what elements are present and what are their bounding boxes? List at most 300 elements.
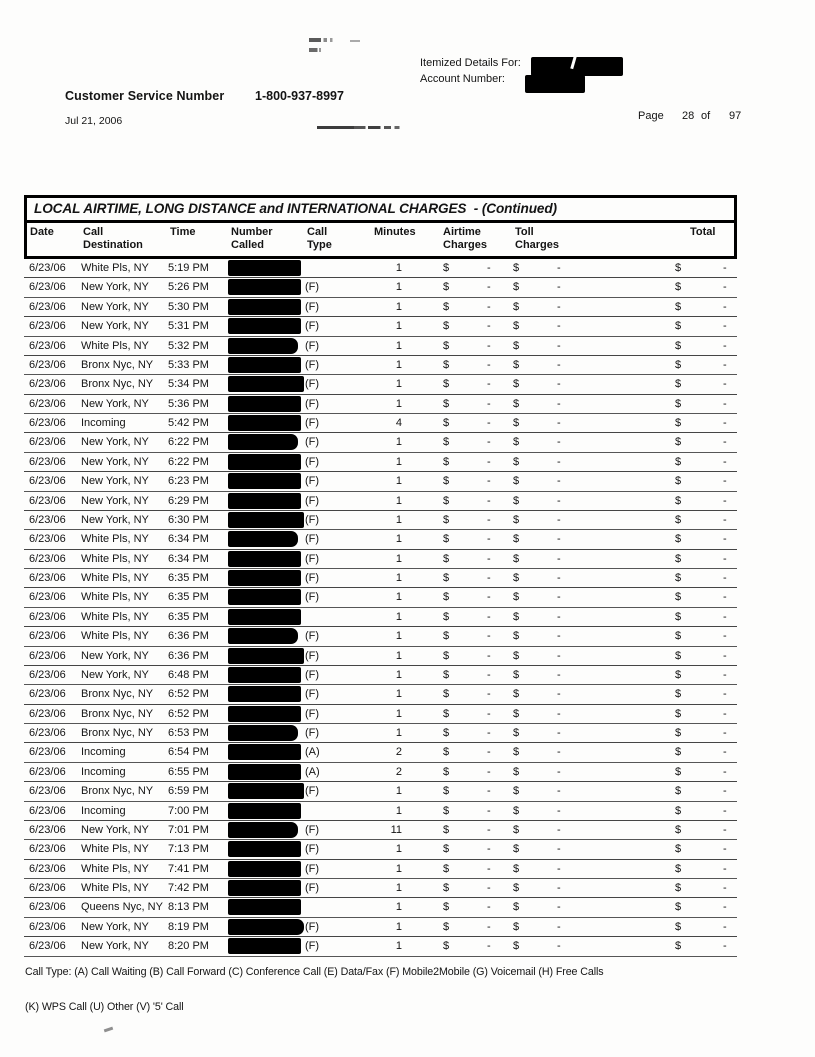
call-minutes: 11 [390, 823, 402, 836]
total-amount: - [723, 417, 727, 429]
call-time: 6:22 PM [168, 455, 209, 468]
toll-currency-symbol: $ [513, 746, 520, 759]
total-currency-symbol: $ [675, 397, 682, 410]
call-time: 6:36 PM [168, 630, 209, 643]
total-amount: - [723, 688, 727, 701]
call-type: (F) [305, 320, 320, 333]
total-currency-symbol: $ [675, 920, 682, 933]
call-record-row [24, 588, 737, 607]
call-time: 8:19 PM [168, 920, 209, 933]
redacted-number-called [228, 396, 301, 412]
call-time: 6:35 PM [168, 591, 209, 604]
call-destination: New York, NY [81, 320, 149, 333]
airtime-amount: - [487, 785, 491, 798]
call-record-row [24, 898, 737, 917]
toll-currency-symbol: $ [513, 436, 520, 449]
call-minutes: 1 [395, 494, 402, 507]
redacted-number-called [228, 609, 301, 625]
call-record-row [24, 511, 737, 530]
call-minutes: 1 [395, 901, 402, 914]
call-minutes: 1 [395, 339, 402, 352]
total-amount: - [723, 320, 727, 333]
redacted-number-called [228, 783, 304, 799]
airtime-currency-symbol: $ [443, 300, 450, 313]
table-header-row [24, 223, 737, 259]
toll-amount: - [557, 417, 561, 429]
scan-smudge [350, 40, 360, 42]
call-time: 6:55 PM [168, 765, 209, 778]
toll-amount: - [557, 649, 561, 662]
total-amount: - [723, 649, 727, 662]
total-currency-symbol: $ [675, 281, 682, 294]
redacted-number-called [228, 764, 301, 780]
airtime-currency-symbol: $ [443, 727, 450, 739]
airtime-amount: - [487, 882, 491, 894]
toll-currency-symbol: $ [513, 417, 520, 429]
total-currency-symbol: $ [675, 533, 682, 546]
call-time: 6:54 PM [168, 746, 209, 759]
call-record-row [24, 337, 737, 356]
call-type-legend-line1: Call Type: (A) Call Waiting (B) Call Forward (C) Conference Call (E) Data/Fax (F) Mobile2Mobile (G) Voicemail (H) Free Calls [25, 966, 604, 978]
call-record-row [24, 298, 737, 317]
total-amount: - [723, 785, 727, 798]
call-date: 6/23/06 [29, 572, 66, 584]
call-type-legend-line2: (K) WPS Call (U) Other (V) '5' Call [25, 1001, 184, 1013]
toll-amount: - [557, 823, 561, 836]
toll-currency-symbol: $ [513, 552, 520, 565]
call-record-row [24, 608, 737, 627]
redacted-number-called [228, 279, 301, 295]
call-date: 6/23/06 [29, 378, 66, 391]
call-destination: Incoming [81, 417, 126, 429]
call-time: 5:42 PM [168, 417, 209, 429]
toll-currency-symbol: $ [513, 358, 520, 371]
page-label: Page [638, 110, 664, 122]
call-date: 6/23/06 [29, 843, 66, 856]
redacted-number-called [228, 880, 301, 896]
call-record-row [24, 530, 737, 549]
account-number-label: Account Number: [420, 73, 505, 85]
airtime-currency-symbol: $ [443, 436, 450, 449]
total-amount: - [723, 746, 727, 759]
call-record-row [24, 569, 737, 588]
call-destination: New York, NY [81, 513, 149, 526]
call-minutes: 1 [395, 533, 402, 546]
call-time: 5:19 PM [168, 262, 209, 274]
airtime-amount: - [487, 572, 491, 584]
toll-currency-symbol: $ [513, 649, 520, 662]
call-date: 6/23/06 [29, 649, 66, 662]
total-amount: - [723, 533, 727, 546]
call-minutes: 1 [395, 920, 402, 933]
airtime-amount: - [487, 533, 491, 546]
customer-service-label: Customer Service Number [65, 89, 225, 103]
call-minutes: 1 [395, 475, 402, 488]
toll-currency-symbol: $ [513, 901, 520, 914]
scan-smudge [104, 1027, 113, 1033]
total-amount: - [723, 823, 727, 836]
call-time: 7:42 PM [168, 882, 209, 894]
call-date: 6/23/06 [29, 591, 66, 604]
airtime-amount: - [487, 552, 491, 565]
call-destination: New York, NY [81, 436, 149, 449]
call-record-row [24, 414, 737, 433]
call-destination: New York, NY [81, 455, 149, 468]
toll-currency-symbol: $ [513, 455, 520, 468]
call-record-row [24, 705, 737, 724]
call-type: (F) [305, 455, 320, 468]
call-type: (F) [305, 823, 320, 836]
total-currency-symbol: $ [675, 262, 682, 274]
call-time: 6:48 PM [168, 668, 209, 681]
airtime-amount: - [487, 746, 491, 759]
call-destination: New York, NY [81, 475, 149, 488]
airtime-amount: - [487, 765, 491, 778]
call-time: 6:53 PM [168, 727, 209, 739]
toll-amount: - [557, 765, 561, 778]
total-currency-symbol: $ [675, 494, 682, 507]
redacted-number-called [228, 338, 298, 354]
airtime-currency-symbol: $ [443, 552, 450, 565]
toll-amount: - [557, 320, 561, 333]
toll-amount: - [557, 862, 561, 875]
total-amount: - [723, 610, 727, 623]
call-destination: Incoming [81, 804, 126, 817]
airtime-amount: - [487, 591, 491, 604]
call-date: 6/23/06 [29, 417, 66, 429]
toll-amount: - [557, 475, 561, 488]
total-currency-symbol: $ [675, 727, 682, 739]
call-minutes: 1 [395, 862, 402, 875]
call-date: 6/23/06 [29, 765, 66, 778]
total-currency-symbol: $ [675, 436, 682, 449]
col-header-date: Date [30, 226, 54, 238]
total-currency-symbol: $ [675, 572, 682, 584]
airtime-currency-symbol: $ [443, 823, 450, 836]
airtime-amount: - [487, 707, 491, 720]
toll-currency-symbol: $ [513, 668, 520, 681]
redacted-number-called [228, 493, 301, 509]
call-type: (F) [305, 281, 320, 294]
airtime-currency-symbol: $ [443, 378, 450, 391]
call-time: 5:33 PM [168, 358, 209, 371]
call-destination: White Pls, NY [81, 591, 149, 604]
toll-currency-symbol: $ [513, 804, 520, 817]
call-date: 6/23/06 [29, 339, 66, 352]
call-minutes: 1 [395, 668, 402, 681]
call-time: 6:30 PM [168, 513, 209, 526]
redacted-number-called [228, 357, 301, 373]
toll-amount: - [557, 378, 561, 391]
airtime-amount: - [487, 843, 491, 856]
call-record-row [24, 782, 737, 801]
call-record-row [24, 724, 737, 743]
total-amount: - [723, 765, 727, 778]
call-date: 6/23/06 [29, 727, 66, 739]
call-time: 6:36 PM [168, 649, 209, 662]
total-currency-symbol: $ [675, 649, 682, 662]
toll-currency-symbol: $ [513, 475, 520, 488]
call-time: 5:26 PM [168, 281, 209, 294]
toll-currency-symbol: $ [513, 707, 520, 720]
total-currency-symbol: $ [675, 688, 682, 701]
call-destination: Incoming [81, 765, 126, 778]
call-record-row [24, 278, 737, 297]
total-currency-symbol: $ [675, 765, 682, 778]
airtime-currency-symbol: $ [443, 882, 450, 894]
toll-amount: - [557, 630, 561, 643]
call-destination: White Pls, NY [81, 339, 149, 352]
call-destination: Bronx Nyc, NY [81, 688, 154, 701]
toll-amount: - [557, 920, 561, 933]
call-record-row [24, 492, 737, 511]
call-date: 6/23/06 [29, 785, 66, 798]
redacted-number-called [228, 667, 301, 683]
call-time: 6:34 PM [168, 533, 209, 546]
call-type: (F) [305, 475, 320, 488]
col-header-toll-charges: Toll Charges [515, 226, 560, 251]
redacted-number-called [228, 551, 301, 567]
redacted-number-called [228, 512, 304, 528]
airtime-amount: - [487, 727, 491, 739]
total-currency-symbol: $ [675, 823, 682, 836]
toll-currency-symbol: $ [513, 397, 520, 410]
airtime-currency-symbol: $ [443, 339, 450, 352]
total-currency-symbol: $ [675, 630, 682, 643]
redacted-number-called [228, 744, 301, 760]
call-record-row [24, 840, 737, 859]
airtime-currency-symbol: $ [443, 358, 450, 371]
call-date: 6/23/06 [29, 882, 66, 894]
airtime-amount: - [487, 320, 491, 333]
scan-ink-line [317, 126, 405, 129]
call-type: (F) [305, 417, 320, 429]
redacted-number-called [228, 570, 301, 586]
call-date: 6/23/06 [29, 397, 66, 410]
call-date: 6/23/06 [29, 455, 66, 468]
redacted-number-called [228, 260, 301, 276]
toll-amount: - [557, 610, 561, 623]
call-type: (A) [305, 765, 320, 778]
total-currency-symbol: $ [675, 591, 682, 604]
call-record-row [24, 433, 737, 452]
airtime-currency-symbol: $ [443, 804, 450, 817]
call-record-row [24, 395, 737, 414]
page-current: 28 [682, 110, 695, 122]
airtime-currency-symbol: $ [443, 630, 450, 643]
airtime-currency-symbol: $ [443, 591, 450, 604]
airtime-amount: - [487, 630, 491, 643]
call-minutes: 1 [395, 940, 402, 953]
toll-amount: - [557, 513, 561, 526]
call-date: 6/23/06 [29, 940, 66, 953]
call-minutes: 1 [395, 358, 402, 371]
call-record-row [24, 743, 737, 762]
toll-currency-symbol: $ [513, 727, 520, 739]
total-currency-symbol: $ [675, 378, 682, 391]
total-amount: - [723, 513, 727, 526]
call-record-row [24, 879, 737, 898]
call-type: (F) [305, 843, 320, 856]
airtime-currency-symbol: $ [443, 765, 450, 778]
airtime-amount: - [487, 688, 491, 701]
call-destination: Bronx Nyc, NY [81, 378, 154, 391]
col-header-minutes: Minutes [374, 226, 416, 238]
call-record-row [24, 356, 737, 375]
toll-amount: - [557, 591, 561, 604]
call-destination: White Pls, NY [81, 610, 149, 623]
airtime-amount: - [487, 804, 491, 817]
call-destination: Bronx Nyc, NY [81, 358, 154, 371]
airtime-currency-symbol: $ [443, 707, 450, 720]
call-record-row [24, 550, 737, 569]
total-currency-symbol: $ [675, 940, 682, 953]
toll-currency-symbol: $ [513, 572, 520, 584]
call-minutes: 1 [395, 688, 402, 701]
call-date: 6/23/06 [29, 707, 66, 720]
airtime-amount: - [487, 610, 491, 623]
call-date: 6/23/06 [29, 688, 66, 701]
total-currency-symbol: $ [675, 339, 682, 352]
total-amount: - [723, 727, 727, 739]
toll-currency-symbol: $ [513, 940, 520, 953]
airtime-currency-symbol: $ [443, 920, 450, 933]
call-date: 6/23/06 [29, 610, 66, 623]
redacted-customer-name [531, 57, 623, 76]
airtime-currency-symbol: $ [443, 649, 450, 662]
toll-amount: - [557, 455, 561, 468]
call-minutes: 1 [395, 300, 402, 313]
airtime-currency-symbol: $ [443, 746, 450, 759]
toll-currency-symbol: $ [513, 339, 520, 352]
redacted-number-called [228, 648, 304, 664]
call-minutes: 1 [395, 436, 402, 449]
call-record-row [24, 375, 737, 394]
total-amount: - [723, 378, 727, 391]
airtime-currency-symbol: $ [443, 494, 450, 507]
call-minutes: 1 [395, 262, 402, 274]
toll-amount: - [557, 746, 561, 759]
call-type: (F) [305, 494, 320, 507]
airtime-amount: - [487, 281, 491, 294]
airtime-amount: - [487, 940, 491, 953]
toll-currency-symbol: $ [513, 610, 520, 623]
call-minutes: 1 [395, 397, 402, 410]
call-record-row [24, 666, 737, 685]
call-date: 6/23/06 [29, 552, 66, 565]
call-minutes: 1 [395, 630, 402, 643]
toll-amount: - [557, 397, 561, 410]
toll-amount: - [557, 785, 561, 798]
call-time: 6:34 PM [168, 552, 209, 565]
airtime-currency-symbol: $ [443, 262, 450, 274]
call-time: 8:13 PM [168, 901, 209, 914]
total-currency-symbol: $ [675, 901, 682, 914]
call-date: 6/23/06 [29, 320, 66, 333]
toll-currency-symbol: $ [513, 882, 520, 894]
call-date: 6/23/06 [29, 823, 66, 836]
call-type: (F) [305, 920, 320, 933]
call-date: 6/23/06 [29, 862, 66, 875]
redacted-number-called [228, 415, 301, 431]
total-amount: - [723, 843, 727, 856]
toll-currency-symbol: $ [513, 765, 520, 778]
total-currency-symbol: $ [675, 668, 682, 681]
airtime-amount: - [487, 300, 491, 313]
table-title: LOCAL AIRTIME, LONG DISTANCE and INTERNATIONAL CHARGES - (Continued) [24, 195, 737, 223]
toll-amount: - [557, 436, 561, 449]
toll-currency-symbol: $ [513, 862, 520, 875]
call-type: (F) [305, 882, 320, 894]
call-type: (F) [305, 378, 320, 391]
call-destination: Bronx Nyc, NY [81, 727, 154, 739]
call-type: (F) [305, 940, 320, 953]
call-date: 6/23/06 [29, 630, 66, 643]
table-rows [24, 259, 737, 957]
scan-smudge [309, 38, 339, 42]
call-destination: New York, NY [81, 281, 149, 294]
call-type: (F) [305, 668, 320, 681]
call-type: (F) [305, 436, 320, 449]
redacted-account-number [525, 75, 585, 93]
call-destination: Queens Nyc, NY [81, 901, 163, 914]
toll-currency-symbol: $ [513, 300, 520, 313]
airtime-amount: - [487, 417, 491, 429]
call-type: (F) [305, 688, 320, 701]
redacted-number-called [228, 376, 304, 392]
call-record-row [24, 937, 737, 956]
call-minutes: 2 [395, 746, 402, 759]
call-record-row [24, 259, 737, 278]
total-amount: - [723, 882, 727, 894]
redacted-number-called [228, 454, 301, 470]
total-amount: - [723, 262, 727, 274]
total-currency-symbol: $ [675, 552, 682, 565]
total-currency-symbol: $ [675, 804, 682, 817]
call-destination: Bronx Nyc, NY [81, 707, 154, 720]
total-currency-symbol: $ [675, 300, 682, 313]
call-type: (F) [305, 630, 320, 643]
call-type: (F) [305, 533, 320, 546]
toll-amount: - [557, 339, 561, 352]
call-time: 5:30 PM [168, 300, 209, 313]
col-header-call-type: Call Type [307, 226, 332, 251]
airtime-amount: - [487, 920, 491, 933]
total-amount: - [723, 339, 727, 352]
col-header-total: Total [690, 226, 716, 238]
call-time: 7:41 PM [168, 862, 209, 875]
call-minutes: 1 [395, 610, 402, 623]
redacted-number-called [228, 899, 301, 915]
toll-amount: - [557, 707, 561, 720]
toll-currency-symbol: $ [513, 920, 520, 933]
redacted-number-called [228, 473, 301, 489]
toll-amount: - [557, 494, 561, 507]
call-destination: Incoming [81, 746, 126, 759]
total-currency-symbol: $ [675, 513, 682, 526]
call-destination: New York, NY [81, 920, 149, 933]
call-time: 7:13 PM [168, 843, 209, 856]
call-date: 6/23/06 [29, 746, 66, 759]
toll-currency-symbol: $ [513, 262, 520, 274]
toll-currency-symbol: $ [513, 591, 520, 604]
total-amount: - [723, 591, 727, 604]
airtime-amount: - [487, 494, 491, 507]
call-minutes: 1 [395, 591, 402, 604]
call-minutes: 1 [395, 785, 402, 798]
call-type: (F) [305, 339, 320, 352]
total-currency-symbol: $ [675, 707, 682, 720]
